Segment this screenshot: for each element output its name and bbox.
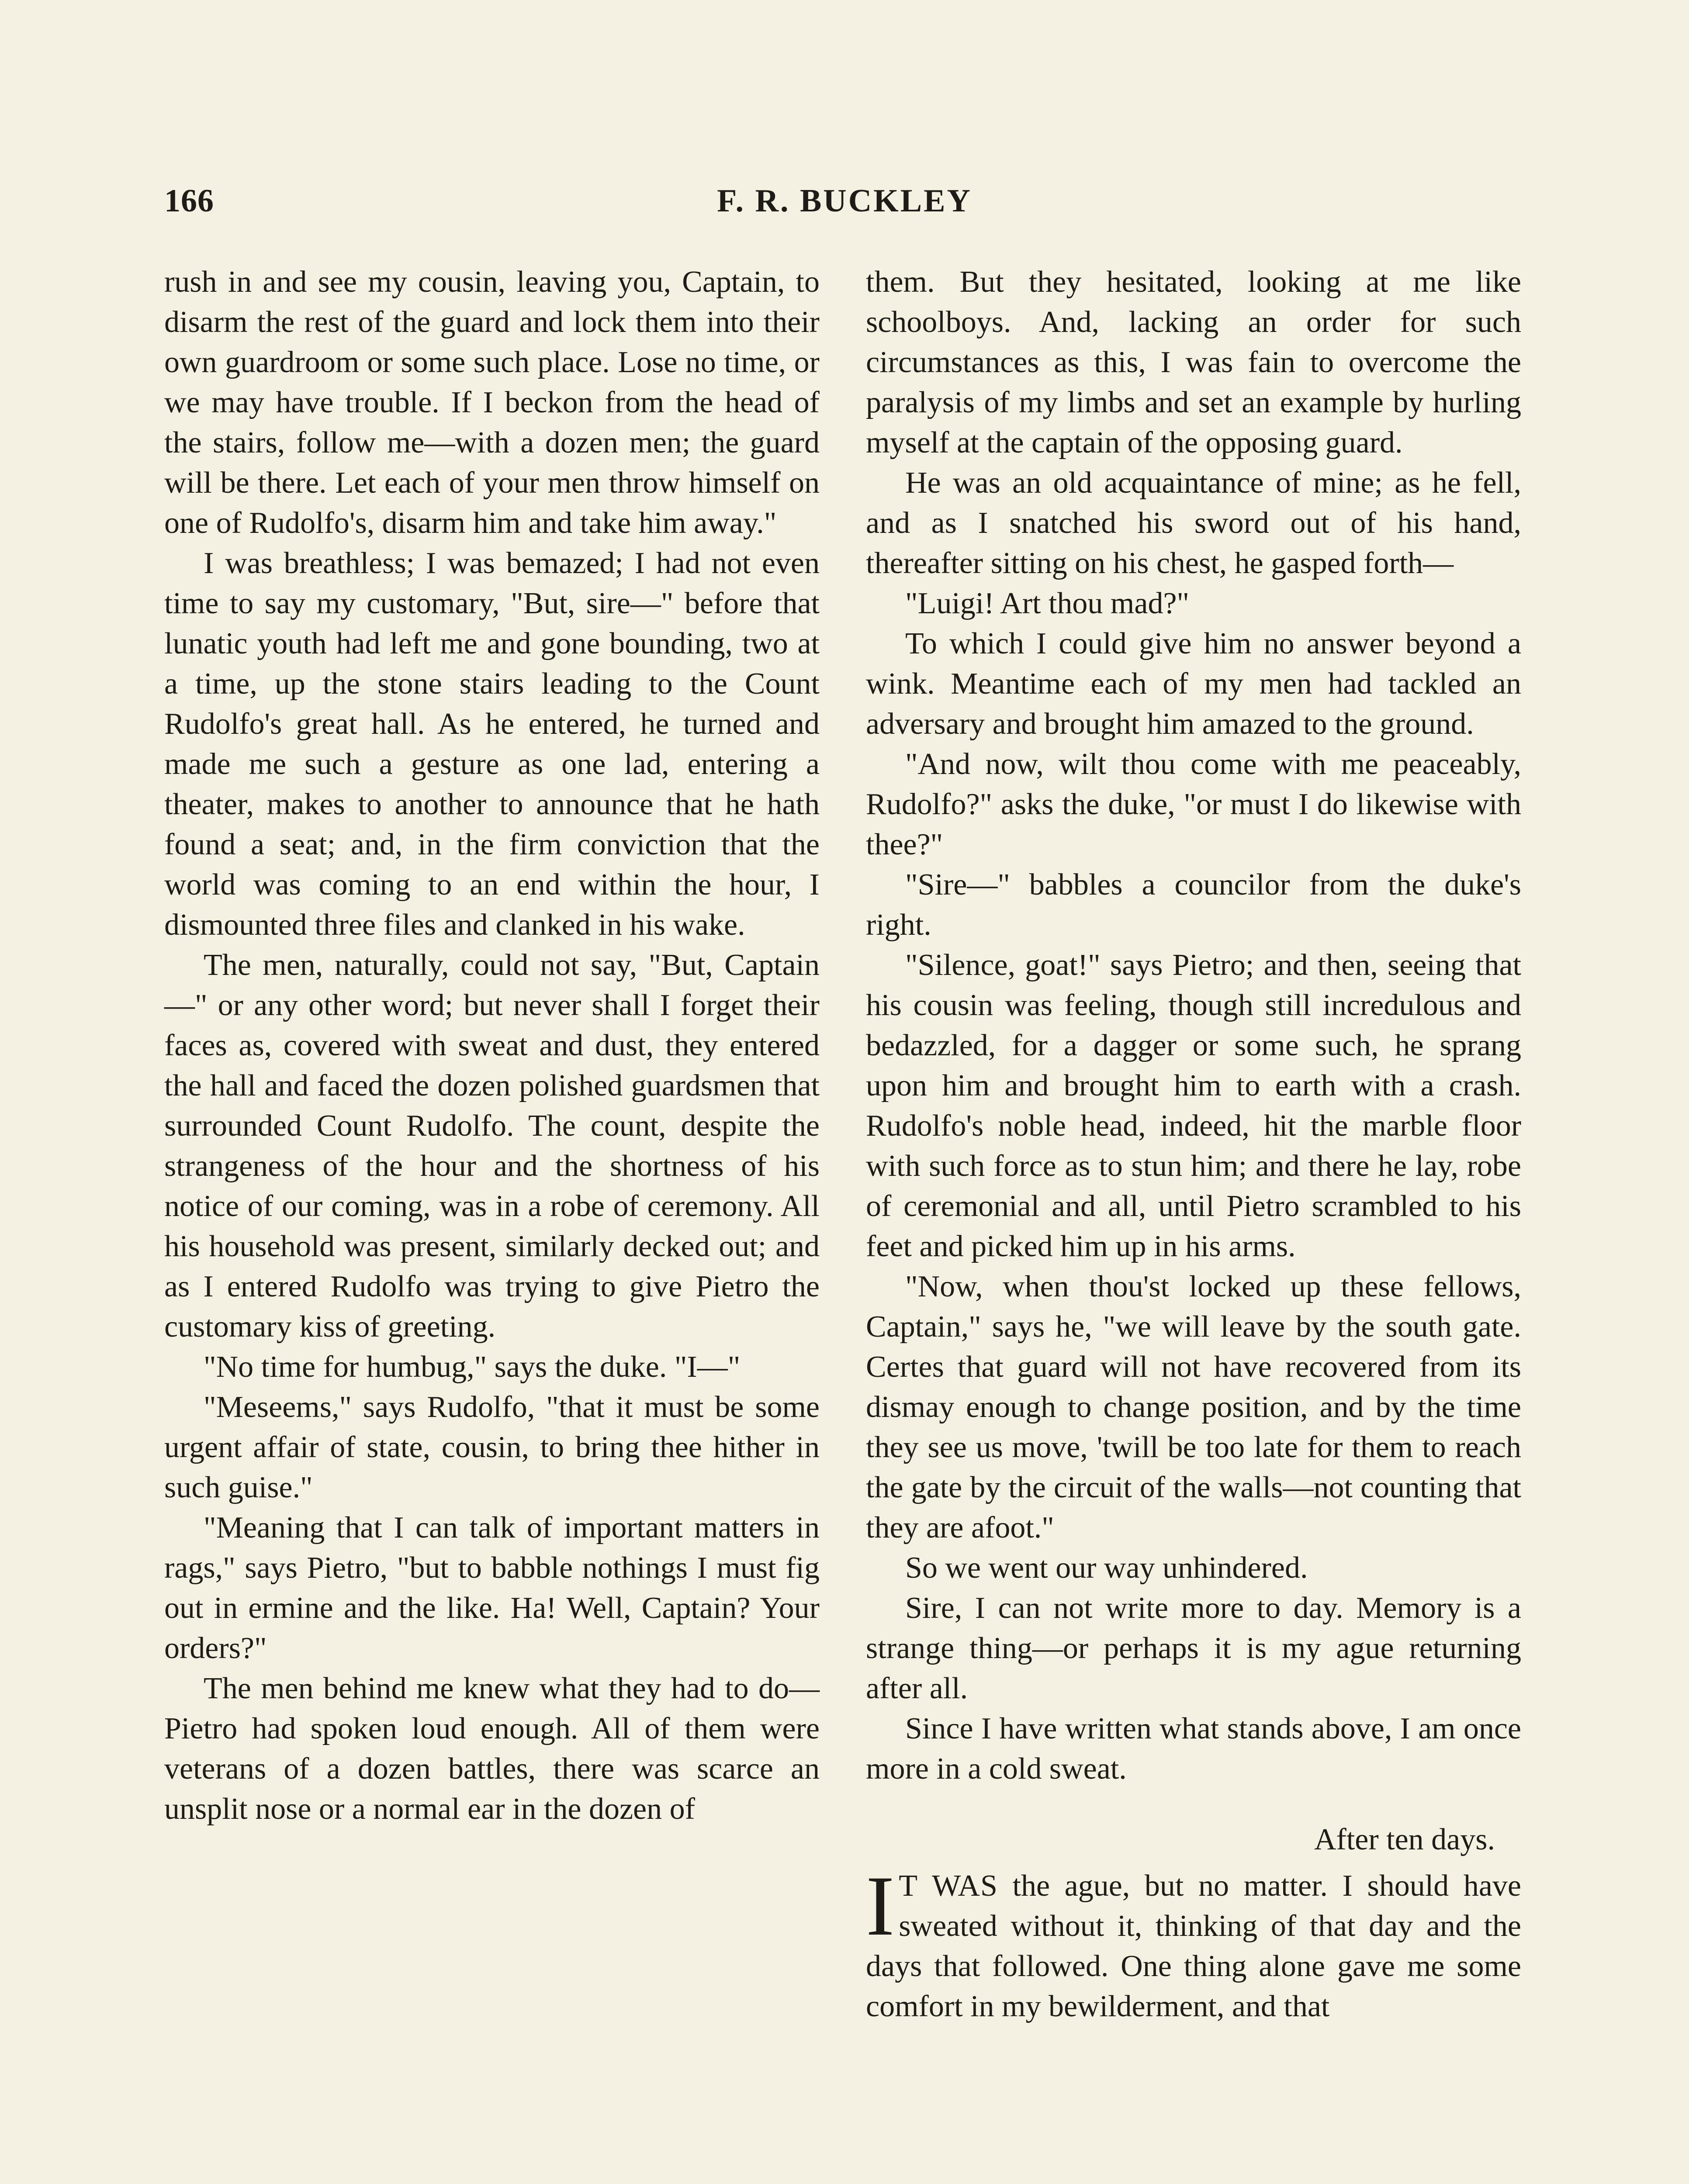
paragraph: The men, naturally, could not say, "But, Captain—" or any other word; but never shall I forget their faces as, covered with sweat and dust, they entered the hall and faced the dozen polished guardsmen that surrounded Count Rudolfo. The count, despite the strangeness of the hour and the shortness of his notice of our coming, was in a robe of ceremony. All his household was present, similarly decked out; and as I entered Rudolfo was trying to give Pietro the customary kiss of greeting. <box>164 948 820 1344</box>
paragraph: "Silence, goat!" says Pietro; and then, seeing that his cousin was feeling, though still incredulous and bedazzled, for a dagger or some such, he sprang upon him and brought him to earth with a crash. Rudolfo's noble head, indeed, hit the marble floor with such force as to stun him; and there he lay, robe of ceremonial and all, until Pietro scrambled to his feet and picked him up in his arms. <box>866 948 1521 1263</box>
paragraph: He was an old acquaintance of mine; as he fell, and as I snatched his sword out of his hand, thereafter sitting on his chest, he gasped forth— <box>866 466 1521 580</box>
section-text: the ague, but no matter. I should have sweated without it, thinking of that day and the days that followed. One thing alone gave me some comfort in my bewilderment, and that <box>866 1869 1521 2023</box>
paragraph: rush in and see my cousin, leaving you, Captain, to disarm the rest of the guard and lock them into their own guardroom or some such place. Lose no time, or we may have trouble. If I beckon from the head of the stairs, follow me—with a dozen men; the guard will be there. Let each of your men throw himself on one of Rudolfo's, disarm him and take him away." <box>164 265 820 540</box>
page-number: 166 <box>164 183 214 219</box>
paragraph: "Sire—" babbles a councilor from the duke's right. <box>866 868 1521 942</box>
paragraph: "Meaning that I can talk of important matters in rags," says Pietro, "but to babble nothings I must fig out in ermine and the like. Ha! Well, Captain? Your orders?" <box>164 1511 820 1665</box>
paragraph: them. But they hesitated, looking at me like schoolboys. And, lacking an order for such circumstances as this, I was fain to overcome the paralysis of my limbs and set an example by hurling myself at the captain of the opposing guard. <box>866 265 1521 460</box>
dateline: After ten days. <box>1314 1823 1495 1856</box>
paragraph: "Luigi! Art thou mad?" <box>905 587 1190 620</box>
paragraph: Sire, I can not write more to day. Memory is a strange thing—or perhaps it is my ague returning after all. <box>866 1591 1521 1705</box>
paragraph: "No time for humbug," says the duke. "I—" <box>204 1350 741 1384</box>
section-opening-paragraph <box>866 1859 1521 2027</box>
drop-cap: I <box>866 1859 895 1953</box>
paragraph: Since I have written what stands above, I am once more in a cold sweat. <box>866 1712 1521 1786</box>
paragraph: To which I could give him no answer beyond a wink. Meantime each of my men had tackled an adversary and brought him amazed to the ground. <box>866 627 1521 741</box>
paragraph: The men behind me knew what they had to do—Pietro had spoken loud enough. All of them were veterans of a dozen battles, there was scarce an unsplit nose or a normal ear in the dozen of <box>164 1672 820 1826</box>
paragraph: I was breathless; I was bemazed; I had not even time to say my customary, "But, sire—" before that lunatic youth had left me and gone bounding, two at a time, up the stone stairs leading to the Count Rudolfo's great hall. As he entered, he turned and made me such a gesture as one lad, entering a theater, makes to another to announce that he hath found a seat; and, in the firm conviction that the world was coming to an end within the hour, I dismounted three files and clanked in his wake. <box>164 546 820 942</box>
paragraph: So we went our way unhindered. <box>905 1551 1308 1585</box>
lead-caps: T WAS <box>899 1869 998 1903</box>
paragraph: "And now, wilt thou come with me peaceably, Rudolfo?" asks the duke, "or must I do likewise with thee?" <box>866 747 1521 861</box>
paragraph: "Now, when thou'st locked up these fellows, Captain," says he, "we will leave by the south gate. Certes that guard will not have recovered from its dismay enough to change position, and by the time they see us move, 'twill be too late for them to reach the gate by the circuit of the walls—not counting that they are afoot." <box>866 1270 1521 1545</box>
running-head: F. R. BUCKLEY <box>717 183 972 219</box>
paragraph: "Meseems," says Rudolfo, "that it must be some urgent affair of state, cousin, to bring thee hither in such guise." <box>164 1390 820 1504</box>
right-column <box>866 262 1521 2027</box>
left-column <box>164 262 820 1829</box>
